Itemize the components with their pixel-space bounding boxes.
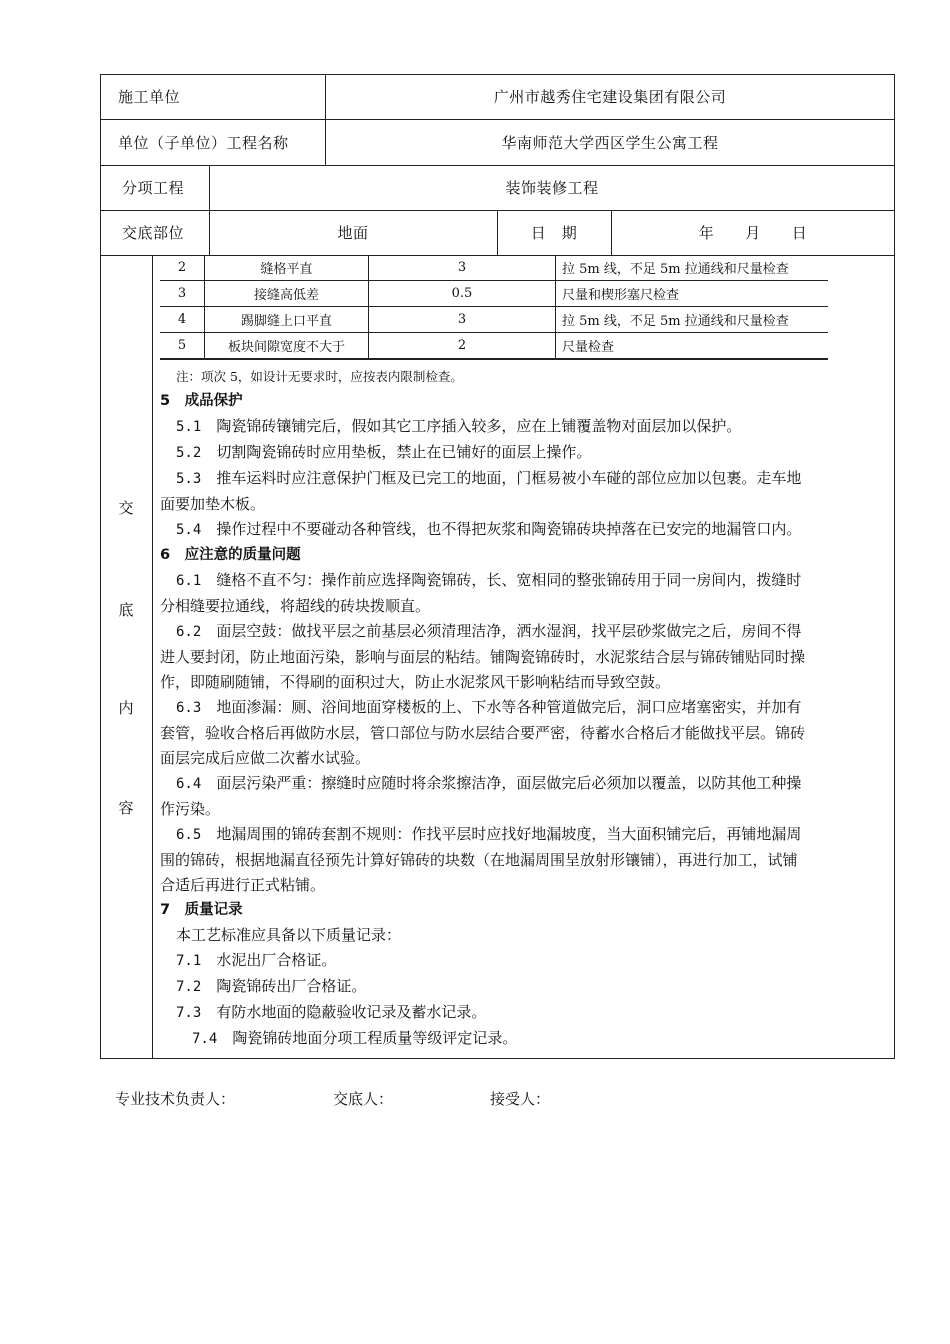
location-label: 交底部位 [122, 224, 185, 242]
paragraph-continued: 作污染。 [160, 800, 221, 818]
paragraph [160, 822, 885, 848]
item-number: 7.4 [192, 1031, 218, 1047]
criteria-item: 板块间隙宽度不大于 [205, 333, 369, 360]
paragraph [160, 619, 885, 645]
unit-value: 广州市越秀住宅建设集团有限公司 [493, 88, 727, 106]
item-number: 5.1 [176, 419, 202, 435]
paragraph-continued: 围的锦砖，根据地漏直径预先计算好锦砖的块数（在地漏周围呈放射形镶铺），再进行加工，试铺 [160, 851, 798, 869]
paragraph [160, 1026, 885, 1052]
criteria-item: 接缝高低差 [205, 281, 369, 307]
side-label-char: 内 [118, 699, 134, 717]
side-label-char: 交 [118, 499, 134, 517]
item-text: 面层污染严重：擦缝时应随时将余浆擦洁净，面层做完后必须加以覆盖，以防其他工种操 [216, 774, 802, 792]
item-number: 7.1 [176, 953, 202, 969]
table-row [160, 281, 828, 307]
item-text: 陶瓷锦砖地面分项工程质量等级评定记录。 [232, 1029, 518, 1047]
criteria-no: 5 [160, 333, 205, 360]
paragraph-continued: 面层完成后应做二次蓄水试验。 [160, 749, 371, 767]
location-value: 地面 [337, 224, 369, 242]
criteria-method: 拉 5m 线，不足 5m 拉通线和尺量检查 [556, 307, 829, 333]
item-text: 操作过程中不要碰动各种管线，也不得把灰浆和陶瓷锦砖块掉落在已安完的地漏管口内。 [216, 520, 802, 538]
table-note: 注：项次 5，如设计无要求时，应按表内限制检查。 [176, 369, 463, 384]
section-7-title: 7 质量记录 [160, 902, 243, 918]
section-6-title: 6 应注意的质量问题 [160, 547, 301, 563]
criteria-method: 拉 5m 线，不足 5m 拉通线和尺量检查 [556, 255, 829, 281]
presenter-signature-label: 交底人： [333, 1090, 394, 1108]
project-value: 华南师范大学西区学生公寓工程 [501, 133, 719, 152]
paragraph-continued: 套管，验收合格后再做防水层，管口部位与防水层结合要严密，待蓄水合格后才能做找平层。锦砖 [160, 724, 806, 742]
receiver-signature-label: 接受人： [490, 1090, 551, 1108]
item-text: 地面渗漏：厕、浴间地面穿楼板的上、下水等各种管道做完后，洞口应堵塞密实，并加有 [216, 698, 802, 716]
criteria-value: 3 [369, 255, 556, 281]
item-text: 地漏周围的锦砖套割不规则：作找平层时应找好地漏坡度，当大面积铺完后，再铺地漏周 [216, 825, 802, 843]
criteria-value: 3 [369, 307, 556, 333]
section-5-title: 5 成品保护 [160, 393, 243, 409]
table-row [160, 333, 828, 360]
criteria-item: 缝格平直 [205, 255, 369, 281]
item-text: 推车运料时应注意保护门框及已完工的地面，门框易被小车碰的部位应加以包裹。走车地 [216, 469, 802, 487]
paragraph-continued: 作，即随刷随铺，不得刷的面积过大，防止水泥浆风干影响粘结而导致空鼓。 [160, 673, 671, 691]
item-text: 有防水地面的隐蔽验收记录及蓄水记录。 [216, 1003, 487, 1021]
paragraph [160, 974, 885, 1000]
subitem-value: 装饰装修工程 [505, 179, 599, 197]
item-text: 陶瓷锦砖出厂合格证。 [216, 977, 367, 995]
paragraph [160, 948, 885, 974]
item-number: 6.1 [176, 573, 202, 589]
paragraph-continued: 进人要封闭，防止地面污染，影响与面层的粘结。铺陶瓷锦砖时，水泥浆结合层与锦砖铺贴同时操 [160, 648, 806, 666]
side-label-char: 底 [118, 601, 134, 619]
paragraph [160, 771, 885, 797]
item-number: 6.4 [176, 776, 202, 792]
item-number: 5.3 [176, 471, 202, 487]
project-label: 单位（子单位）工程名称 [118, 133, 289, 152]
date-value: 年 月 日 [698, 224, 808, 242]
table-row [160, 307, 828, 333]
col-divider [152, 255, 153, 1059]
paragraph [160, 414, 885, 440]
item-number: 6.3 [176, 700, 202, 716]
paragraph [160, 517, 885, 543]
tech-lead-signature-label: 专业技术负责人： [115, 1090, 236, 1108]
content-body [160, 364, 885, 1052]
criteria-value: 0.5 [369, 281, 556, 307]
criteria-no: 2 [160, 255, 205, 281]
paragraph [160, 695, 885, 721]
paragraph [160, 1000, 885, 1026]
paragraph-continued: 面要加垫木板。 [160, 495, 266, 513]
table-row [160, 255, 828, 281]
paragraph-continued: 分相缝要拉通线，将超线的砖块拨顺直。 [160, 597, 431, 615]
item-number: 5.2 [176, 445, 202, 461]
item-number: 6.2 [176, 624, 202, 640]
item-text: 水泥出厂合格证。 [216, 951, 337, 969]
unit-label: 施工单位 [118, 88, 181, 106]
item-number: 6.5 [176, 827, 202, 843]
criteria-no: 4 [160, 307, 205, 333]
criteria-method: 尺量检查 [556, 333, 829, 360]
criteria-method: 尺量和楔形塞尺检查 [556, 281, 829, 307]
item-text: 陶瓷锦砖镶铺完后，假如其它工序插入较多，应在上铺覆盖物对面层加以保护。 [216, 417, 742, 435]
criteria-value: 2 [369, 333, 556, 360]
item-number: 7.2 [176, 979, 202, 995]
item-number: 7.3 [176, 1005, 202, 1021]
item-text: 面层空鼓：做找平层之前基层必须清理洁净，洒水湿润，找平层砂浆做完之后，房间不得 [216, 622, 802, 640]
paragraph [160, 440, 885, 466]
paragraph-continued: 合适后再进行正式粘铺。 [160, 876, 326, 894]
item-text: 缝格不直不匀：操作前应选择陶瓷锦砖，长、宽相同的整张锦砖用于同一房间内，拨缝时 [216, 571, 802, 589]
criteria-table [160, 255, 828, 360]
section-7-intro: 本工艺标准应具备以下质量记录： [176, 926, 402, 944]
side-label-char: 容 [118, 799, 134, 817]
date-label: 日 期 [530, 224, 578, 242]
subitem-label: 分项工程 [122, 179, 185, 197]
paragraph [160, 466, 885, 492]
paragraph [160, 568, 885, 594]
criteria-item: 踢脚缝上口平直 [205, 307, 369, 333]
criteria-no: 3 [160, 281, 205, 307]
item-text: 切割陶瓷锦砖时应用垫板，禁止在已铺好的面层上操作。 [216, 443, 592, 461]
item-number: 5.4 [176, 522, 202, 538]
